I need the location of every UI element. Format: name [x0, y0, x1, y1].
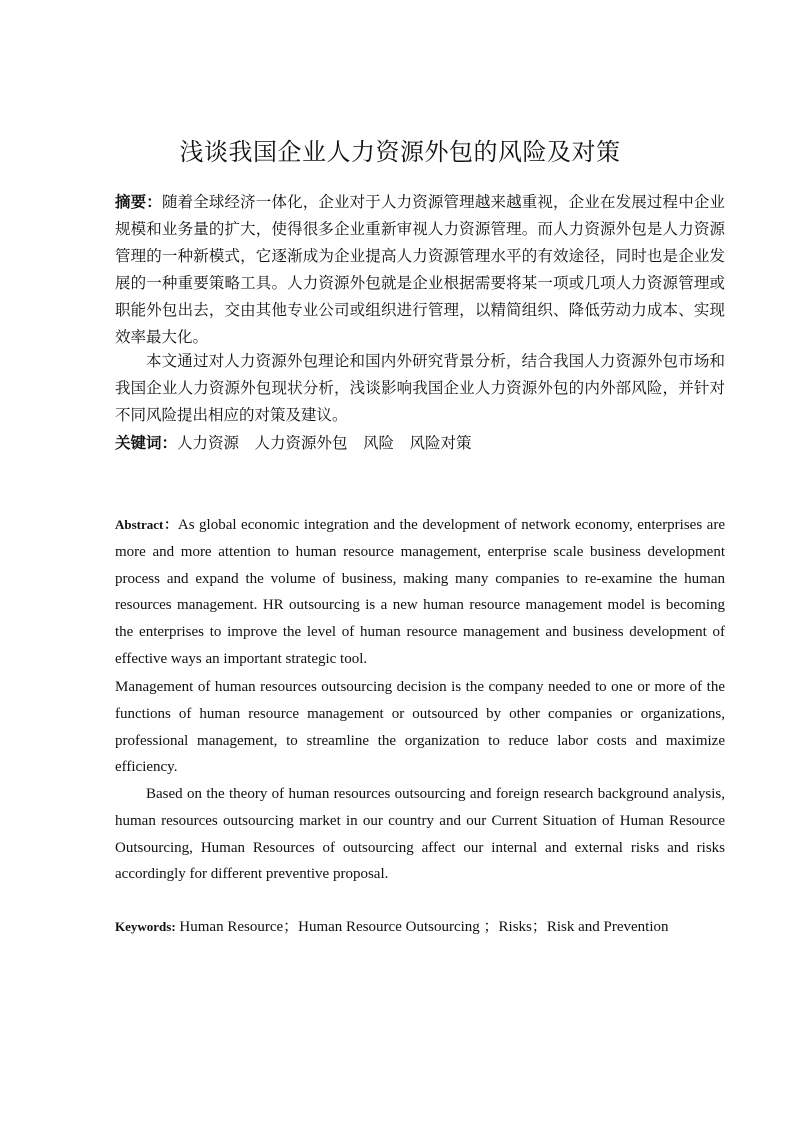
english-abstract-text: As global economic integration and the development of network economy, enterprises are more and more attention to human resource management, enterprise scale business development process and expand the volume of business, making many companies to re-examine the human resources management. HR outsourcing is a new human resource management model is becoming the enterprises to improve the level of human resource management and business development of effective ways an important strategic tool. [115, 517, 725, 667]
chinese-keywords-text: 人力资源 人力资源外包 风险 风险对策 [177, 434, 472, 452]
paper-title: 浅谈我国企业人力资源外包的风险及对策 [179, 138, 621, 166]
chinese-abstract [115, 188, 725, 351]
english-abstract [115, 512, 725, 673]
english-keywords-label: Keywords: [115, 919, 176, 934]
chinese-abstract-paragraph-2: 本文通过对人力资源外包理论和国内外研究背景分析，结合我国人力资源外包市场和我国企业人力资源外包现状分析，浅谈影响我国企业人力资源外包的内外部风险，并针对不同风险提出相应的对策及建议。 [115, 352, 725, 424]
english-abstract-paragraph-3: Based on the theory of human resources outsourcing and foreign research background analysis, human resources outsourcing market in our country and our Current Situation of Human Resource Outsourcing, Human Resources of outsourcing affect our internal and external risks and risks accordingly for different preventive proposal. [115, 786, 725, 883]
chinese-abstract-label: 摘要： [115, 192, 162, 211]
english-abstract-label: Abstract： [115, 517, 178, 532]
english-keywords [115, 914, 725, 941]
english-keywords-text: Human Resource；Human Resource Outsourcing ；Risks；Risk and Prevention [175, 919, 669, 935]
chinese-abstract-text: 随着全球经济一体化，企业对于人力资源管理越来越重视，企业在发展过程中企业规模和业务量的扩大，使得很多企业重新审视人力资源管理。而人力资源外包是人力资源管理的一种新模式，它逐渐成为企业提高人力资源管理水平的有效途径，同时也是企业发展的一种重要策略工具。人力资源外包就是企业根据需要将某一项或几项人力资源管理或职能外包出去，交由其他专业公司或组织进行管理，以精简组织、降低劳动力成本、实现效率最大化。 [115, 193, 725, 346]
chinese-keywords [115, 429, 725, 457]
chinese-keywords-label: 关键词： [115, 433, 178, 452]
english-abstract-paragraph-2: Management of human resources outsourcing decision is the company needed to one or more of the functions of human resource management or outsourced by other companies or organizations, professional management, to streamline the organization to reduce labor costs and maximize efficiency. [115, 679, 725, 776]
